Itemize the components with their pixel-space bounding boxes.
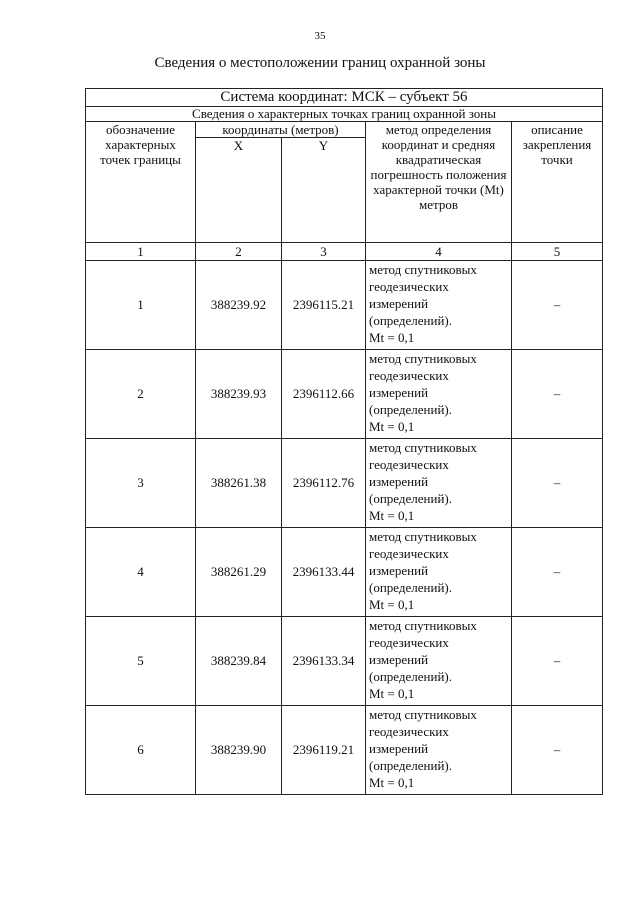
point-designation: 5: [86, 617, 196, 706]
method-line: Mt = 0,1: [369, 686, 415, 701]
header-y: [282, 138, 366, 243]
point-description: –: [512, 706, 603, 795]
method-line: геодезических: [369, 635, 449, 650]
method-line: метод спутниковых: [369, 440, 477, 455]
method-line: геодезических: [369, 279, 449, 294]
table-row: [86, 706, 603, 795]
header-x: [196, 138, 282, 243]
method-line: измерений: [369, 385, 429, 400]
document-title: Сведения о местоположении границ охранной зоны: [154, 55, 486, 71]
method-cell: [366, 261, 512, 350]
method-cell: [366, 350, 512, 439]
method-line: (определений).: [369, 580, 452, 595]
method-line: (определений).: [369, 491, 452, 506]
coordinate-system-row: [86, 89, 603, 107]
coordinate-x: 388239.84: [196, 617, 282, 706]
column-number: 1: [86, 243, 196, 261]
method-cell: [366, 528, 512, 617]
point-description: –: [512, 439, 603, 528]
point-designation: 3: [86, 439, 196, 528]
coordinate-y: 2396133.44: [282, 528, 366, 617]
point-designation: 2: [86, 350, 196, 439]
table-row: [86, 261, 603, 350]
method-line: измерений: [369, 652, 429, 667]
method-cell: [366, 439, 512, 528]
coordinate-x: 388239.92: [196, 261, 282, 350]
point-description: –: [512, 617, 603, 706]
point-designation: 1: [86, 261, 196, 350]
method-line: Mt = 0,1: [369, 419, 415, 434]
header-row: [86, 122, 603, 138]
method-line: (определений).: [369, 758, 452, 773]
method-line: метод спутниковых: [369, 351, 477, 366]
method-line: (определений).: [369, 313, 452, 328]
coordinate-x: 388239.90: [196, 706, 282, 795]
method-line: Mt = 0,1: [369, 508, 415, 523]
column-number-row: [86, 243, 603, 261]
method-line: Mt = 0,1: [369, 775, 415, 790]
coordinate-y: 2396119.21: [282, 706, 366, 795]
point-designation: 6: [86, 706, 196, 795]
header-method: метод определения координат и средняя квадратическая погрешность положения характерной точки (Mt) метров: [366, 122, 512, 243]
method-line: измерений: [369, 741, 429, 756]
method-line: метод спутниковых: [369, 529, 477, 544]
header-description: описание закрепления точки: [512, 122, 603, 243]
method-line: геодезических: [369, 457, 449, 472]
point-designation: 4: [86, 528, 196, 617]
method-cell: [366, 617, 512, 706]
method-line: геодезических: [369, 546, 449, 561]
subtitle-row: [86, 107, 603, 122]
coordinate-x: 388261.38: [196, 439, 282, 528]
coordinate-y: 2396112.76: [282, 439, 366, 528]
table-row: [86, 617, 603, 706]
table-row: [86, 528, 603, 617]
coordinate-y: 2396133.34: [282, 617, 366, 706]
header-x-label: X: [233, 138, 244, 153]
method-line: метод спутниковых: [369, 618, 477, 633]
method-line: Mt = 0,1: [369, 597, 415, 612]
header-designation: обозначение характерных точек границы: [86, 122, 196, 243]
header-y-label: Y: [318, 138, 329, 153]
point-description: –: [512, 528, 603, 617]
point-description: –: [512, 350, 603, 439]
method-line: геодезических: [369, 368, 449, 383]
point-description: –: [512, 261, 603, 350]
coordinate-x: 388239.93: [196, 350, 282, 439]
method-line: (определений).: [369, 402, 452, 417]
subtitle-cell: Сведения о характерных точках границ охранной зоны: [86, 107, 603, 122]
page-number: 35: [314, 30, 326, 42]
method-line: измерений: [369, 474, 429, 489]
table-row: [86, 439, 603, 528]
coordinate-x: 388261.29: [196, 528, 282, 617]
column-number: 5: [512, 243, 603, 261]
table-row: [86, 350, 603, 439]
method-line: геодезических: [369, 724, 449, 739]
method-line: измерений: [369, 563, 429, 578]
method-line: Mt = 0,1: [369, 330, 415, 345]
coordinate-system-cell: Система координат: МСК – субъект 56: [86, 89, 603, 107]
method-line: метод спутниковых: [369, 707, 477, 722]
column-number: 3: [282, 243, 366, 261]
column-number: 2: [196, 243, 282, 261]
coordinate-y: 2396112.66: [282, 350, 366, 439]
method-line: метод спутниковых: [369, 262, 477, 277]
method-cell: [366, 706, 512, 795]
method-line: (определений).: [369, 669, 452, 684]
header-coordinates: координаты (метров): [196, 122, 366, 138]
method-line: измерений: [369, 296, 429, 311]
column-number: 4: [366, 243, 512, 261]
boundary-points-table: [85, 88, 603, 795]
coordinate-y: 2396115.21: [282, 261, 366, 350]
